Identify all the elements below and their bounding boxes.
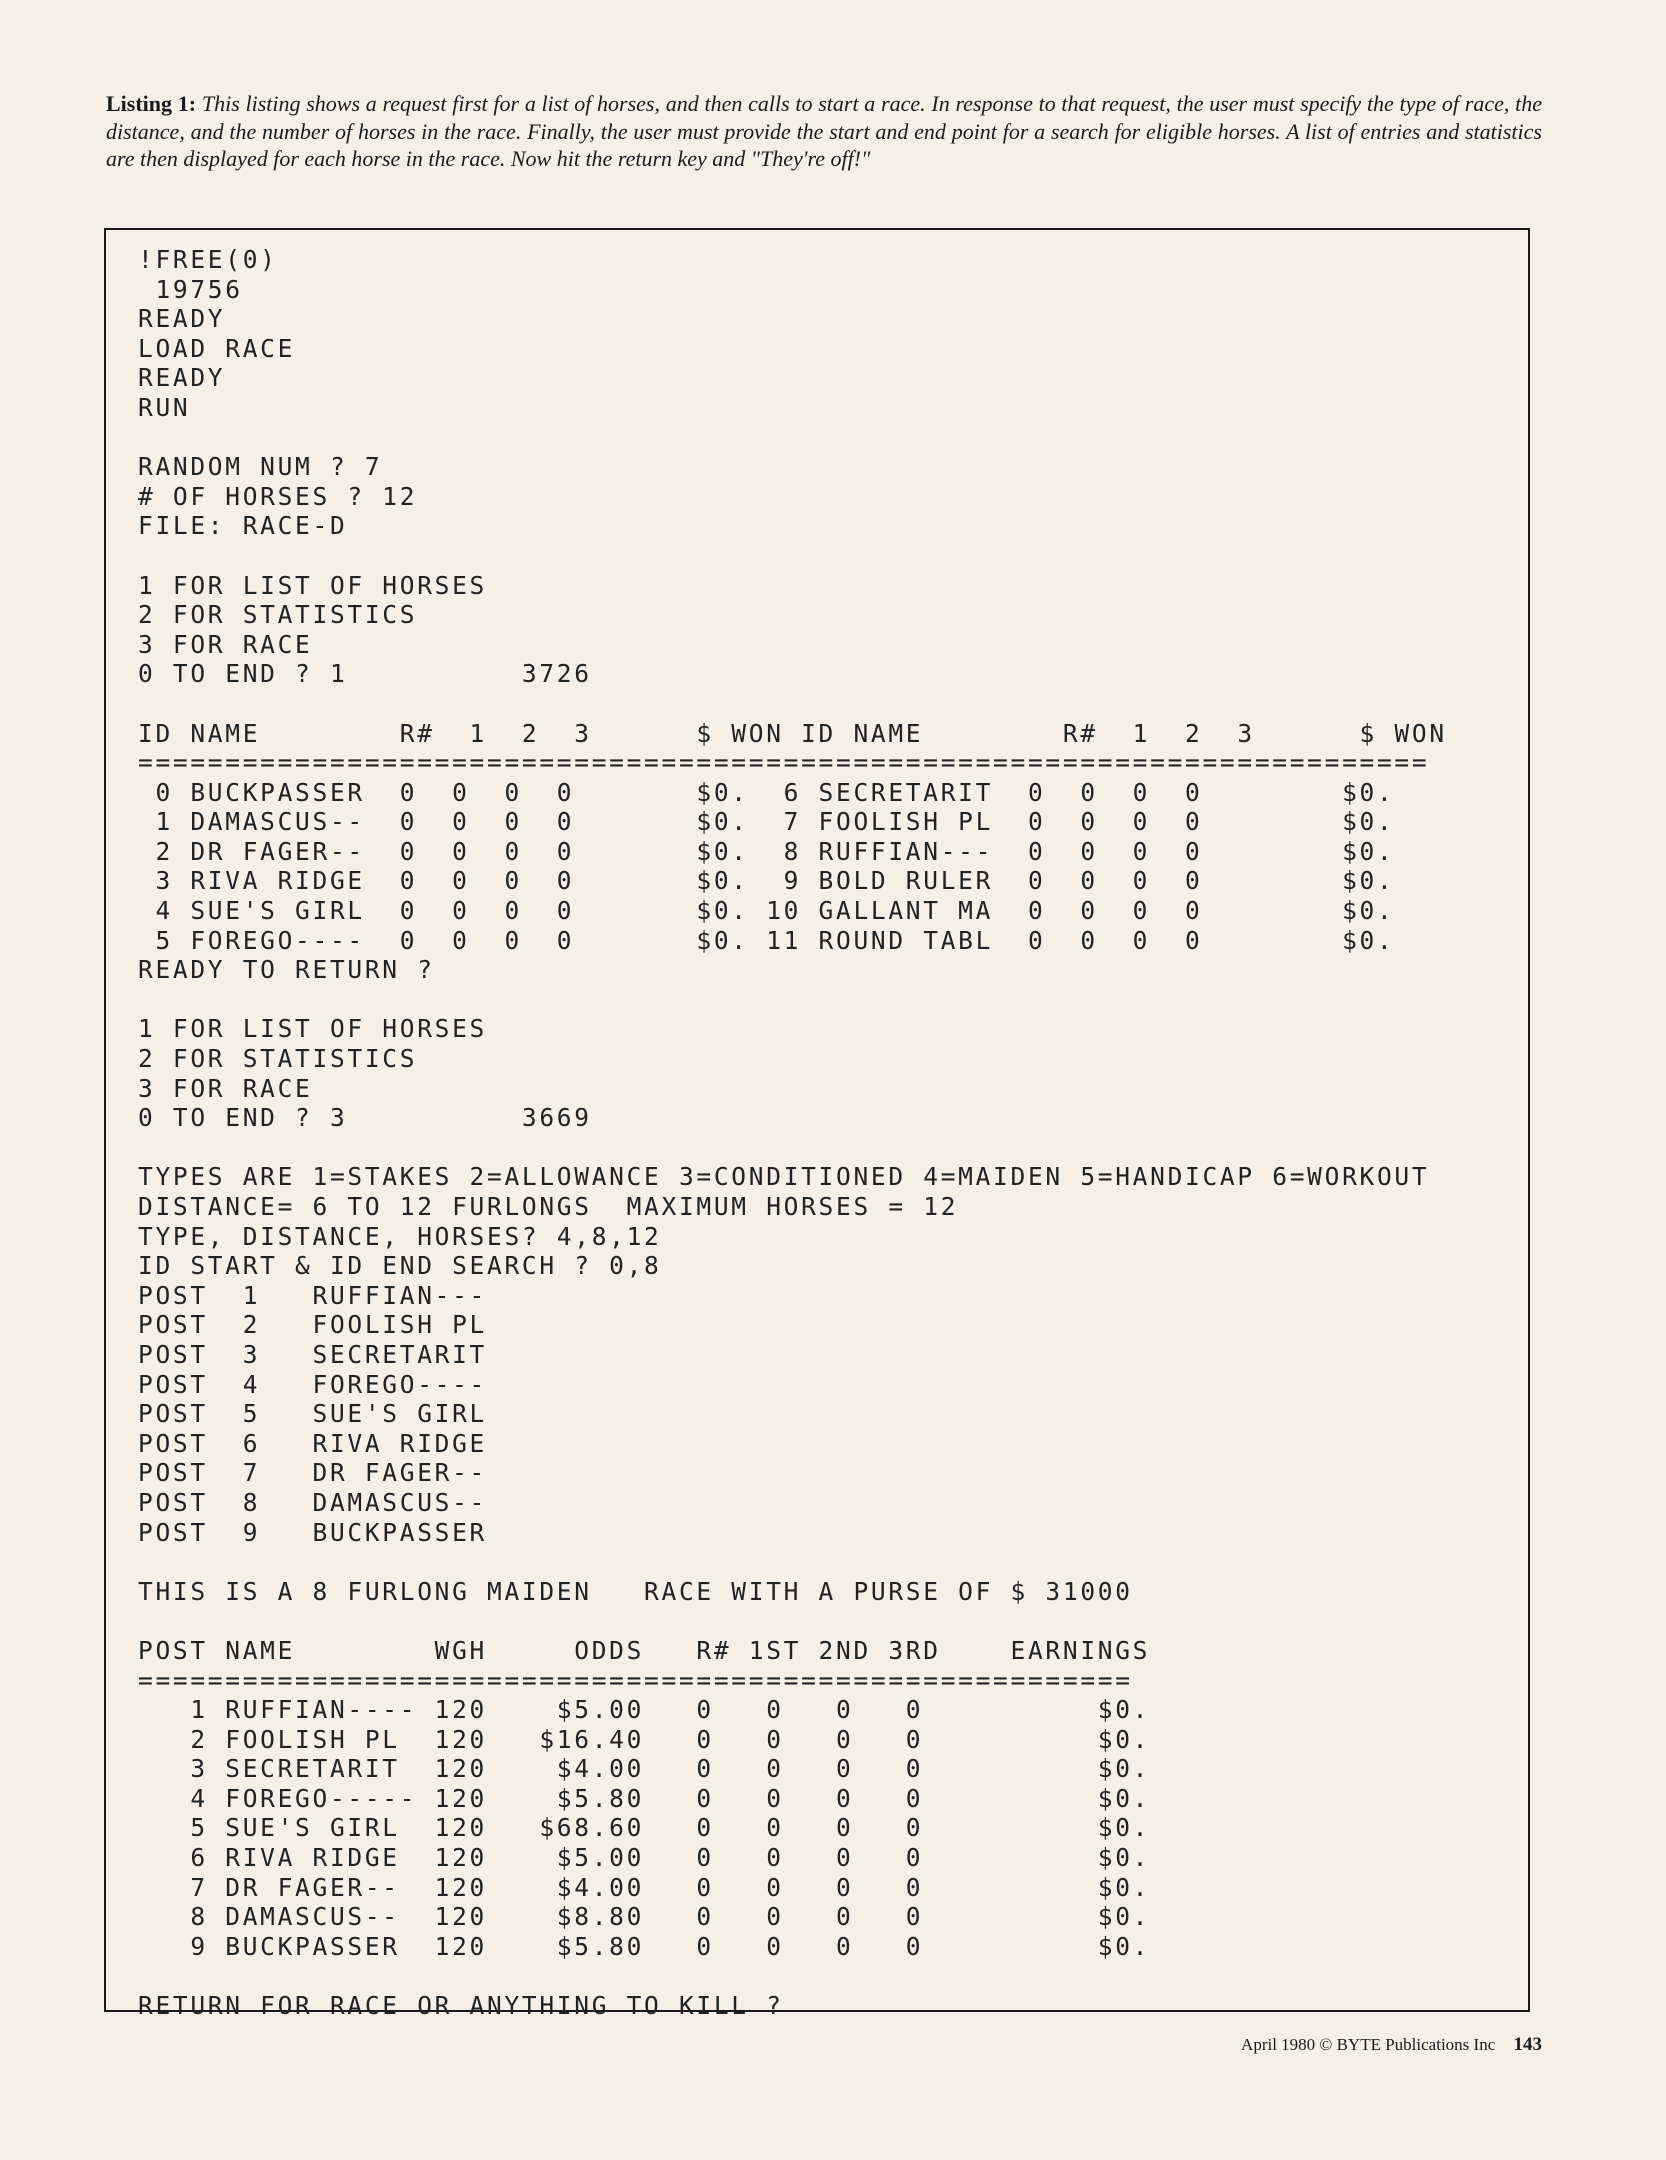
listing-line: POST 1 RUFFIAN--- (138, 1280, 488, 1310)
listing-line: # OF HORSES ? 12 (138, 481, 418, 511)
listing-line: ========================================================================== (138, 748, 1430, 778)
listing-line: READY (138, 304, 226, 334)
listing-line: TYPES ARE 1=STAKES 2=ALLOWANCE 3=CONDITIONED 4=MAIDEN 5=HANDICAP 6=WORKOUT (138, 1162, 1430, 1192)
listing-line: 7 DR FAGER-- 120 $4.00 0 0 0 0 $0. (138, 1872, 1151, 1902)
listing-line: 4 FOREGO----- 120 $5.80 0 0 0 0 $0. (138, 1783, 1151, 1813)
listing-line: POST 2 FOOLISH PL (138, 1310, 488, 1340)
listing-line: POST 9 BUCKPASSER (138, 1517, 488, 1547)
listing-line: 3 FOR RACE (138, 1073, 313, 1103)
listing-line: RANDOM NUM ? 7 (138, 452, 383, 482)
listing-line: 3 FOR RACE (138, 629, 313, 659)
listing-line (138, 1961, 1447, 1991)
listing-line: 19756 (138, 274, 243, 304)
listing-line: RUN (138, 392, 191, 422)
listing-line: 2 FOR STATISTICS (138, 600, 418, 630)
listing-line: 5 FOREGO---- 0 0 0 0 $0. 11 ROUND TABL 0 0 0 0 $0. (138, 925, 1395, 955)
listing-caption (106, 90, 1542, 173)
listing-line: POST 6 RIVA RIDGE (138, 1428, 488, 1458)
listing-line: DISTANCE= 6 TO 12 FURLONGS MAXIMUM HORSES = 12 (138, 1192, 959, 1221)
listing-line: READY (138, 363, 226, 393)
listing-line: ID NAME R# 1 2 3 $ WON ID NAME R# 1 2 3 $ WON (138, 718, 1447, 748)
caption-text: This listing shows a request first for a list of horses, and then calls to start a race. In response to that request, the user must specify the type of race, the distance, and the number of horses in the race. Finally, the user must provide the start and end point for a search for eligible horses. A list of entries and statistics are then displayed for each horse in the race. Now hit the return key and "They're off!" (106, 91, 1542, 171)
listing-line: 3 SECRETARIT 120 $4.00 0 0 0 0 $0. (138, 1754, 1151, 1784)
listing-line (138, 423, 1447, 453)
listing-line: 2 DR FAGER-- 0 0 0 0 $0. 8 RUFFIAN--- 0 0 0 0 $0. (138, 836, 1395, 866)
listing-line: 6 RIVA RIDGE 120 $5.00 0 0 0 0 $0. (138, 1843, 1151, 1873)
listing-line (138, 689, 1447, 719)
listing-line: ========================================================= (138, 1665, 1133, 1695)
listing-line: 0 TO END ? 3 3669 (138, 1103, 592, 1133)
listing-line: 4 SUE'S GIRL 0 0 0 0 $0. 10 GALLANT MA 0 0 0 0 $0. (138, 896, 1395, 926)
listing-line (138, 985, 1447, 1015)
page-number: 143 (1513, 2034, 1542, 2055)
listing-line: 5 SUE'S GIRL 120 $68.60 0 0 0 0 $0. (138, 1813, 1151, 1843)
listing-line: ID START & ID END SEARCH ? 0,8 (138, 1251, 662, 1281)
listing-line: 8 DAMASCUS-- 120 $8.80 0 0 0 0 $0. (138, 1902, 1151, 1932)
listing-line: 0 BUCKPASSER 0 0 0 0 $0. 6 SECRETARIT 0 0 0 0 $0. (138, 777, 1395, 807)
program-listing (138, 245, 1447, 2021)
listing-line: 1 FOR LIST OF HORSES (138, 570, 488, 600)
listing-line: POST 5 SUE'S GIRL (138, 1399, 488, 1429)
listing-line: 1 DAMASCUS-- 0 0 0 0 $0. 7 FOOLISH PL 0 0 0 0 $0. (138, 807, 1395, 837)
listing-line (138, 1606, 1447, 1636)
listing-line: 9 BUCKPASSER 120 $5.80 0 0 0 0 $0. (138, 1931, 1151, 1961)
listing-line: POST 3 SECRETARIT (138, 1339, 488, 1369)
caption-label: Listing 1: (106, 91, 197, 116)
listing-line: POST NAME WGH ODDS R# 1ST 2ND 3RD EARNINGS (138, 1635, 1151, 1665)
listing-line: LOAD RACE (138, 333, 296, 363)
page-footer (1241, 2034, 1542, 2056)
listing-line: TYPE, DISTANCE, HORSES? 4,8,12 (138, 1221, 662, 1251)
footer-credit: April 1980 © BYTE Publications Inc (1241, 2035, 1496, 2054)
listing-line: POST 4 FOREGO---- (138, 1369, 488, 1399)
listing-line: !FREE(0) (138, 245, 278, 274)
listing-line: 1 FOR LIST OF HORSES (138, 1014, 488, 1044)
listing-line: FILE: RACE-D (138, 511, 348, 541)
listing-line: THIS IS A 8 FURLONG MAIDEN RACE WITH A PURSE OF $ 31000 (138, 1576, 1133, 1606)
listing-line: 3 RIVA RIDGE 0 0 0 0 $0. 9 BOLD RULER 0 0 0 0 $0. (138, 866, 1395, 896)
listing-line: POST 7 DR FAGER-- (138, 1458, 488, 1488)
listing-line: 2 FOOLISH PL 120 $16.40 0 0 0 0 $0. (138, 1724, 1151, 1754)
listing-line (138, 1547, 1447, 1577)
listing-line: RETURN FOR RACE OR ANYTHING TO KILL ? (138, 1991, 784, 2021)
listing-line: 1 RUFFIAN---- 120 $5.00 0 0 0 0 $0. (138, 1695, 1151, 1725)
listing-line: 0 TO END ? 1 3726 (138, 659, 592, 689)
listing-line (138, 1133, 1447, 1163)
listing-line (138, 541, 1447, 571)
listing-line: READY TO RETURN ? (138, 955, 435, 985)
listing-line: 2 FOR STATISTICS (138, 1044, 418, 1074)
listing-line: POST 8 DAMASCUS-- (138, 1487, 488, 1517)
